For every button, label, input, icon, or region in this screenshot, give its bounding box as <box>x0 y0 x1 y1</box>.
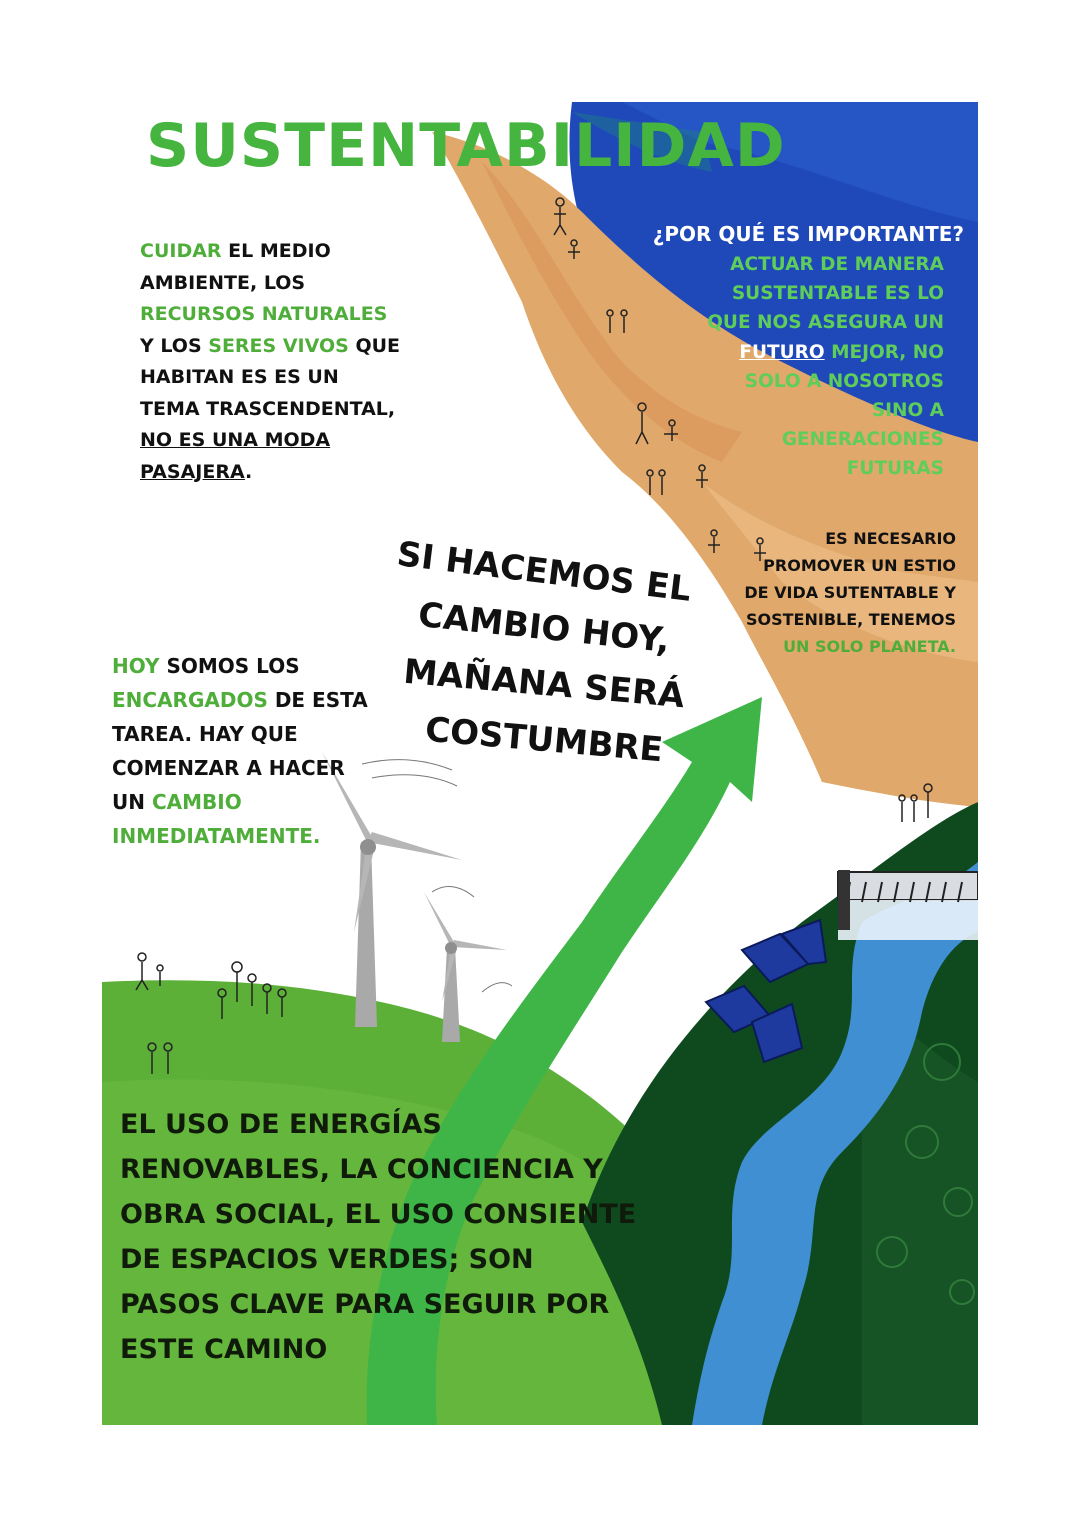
intro-highlight-cuidar: CUIDAR <box>140 240 222 262</box>
why-body-futuro: FUTURO <box>739 341 825 363</box>
call-to-action-text <box>112 649 372 853</box>
cta-text-part: SOMOS LOS <box>159 654 300 678</box>
slogan-line-3: MAÑANA SERÁ <box>401 651 687 717</box>
slogan-line-1: SI HACEMOS EL <box>394 534 694 610</box>
poster <box>102 102 978 1425</box>
promo-text <box>736 525 956 660</box>
why-body-part: ACTUAR DE MANERA SUSTENTABLE ES LO QUE NOS ASEGURA UN <box>707 254 944 334</box>
wind-lines <box>362 760 512 992</box>
intro-underlined: NO ES UNA MODA PASAJERA <box>140 429 331 483</box>
intro-text-part: QUE HABITAN ES ES UN TEMA TRASCENDENTAL, <box>140 334 401 420</box>
why-body <box>704 250 944 484</box>
intro-highlight-seres: SERES VIVOS <box>208 334 349 357</box>
cta-highlight-cambio: CAMBIO INMEDIATAMENTE. <box>112 790 321 848</box>
why-body-part: MEJOR, NO SOLO A NOSOTROS SINO A GENERACIONES FUTURAS <box>744 341 944 480</box>
intro-text-part: EL MEDIO AMBIENTE, LOS <box>140 240 331 294</box>
dam-icon <box>838 870 978 940</box>
intro-text-end: . <box>245 460 253 483</box>
bottom-statement: EL USO DE ENERGÍAS RENOVABLES, LA CONCIENCIA Y OBRA SOCIAL, EL USO CONSIENTE DE ESPACIOS VERDES; SON PASOS CLAVE PARA SEGUIR POR ESTE CAMINO <box>120 1109 637 1365</box>
slogan <box>374 534 714 771</box>
slogan-line-2: CAMBIO HOY, <box>416 594 672 662</box>
cta-text-part: DE ESTA TAREA. HAY QUE COMENZAR A HACER UN <box>112 688 368 814</box>
intro-text-part: Y LOS <box>140 334 209 357</box>
slogan-line-4: COSTUMBRE <box>423 709 665 771</box>
intro-highlight-recursos: RECURSOS NATURALES <box>140 303 388 325</box>
promo-text-part: ES NECESARIO PROMOVER UN ESTIO DE VIDA SUTENTABLE Y SOSTENIBLE, TENEMOS <box>744 529 956 629</box>
why-heading: ¿POR QUÉ ES IMPORTANTE? <box>652 222 964 246</box>
cta-highlight-encargados: ENCARGADOS <box>112 688 268 712</box>
promo-highlight: UN SOLO PLANETA. <box>783 637 956 656</box>
intro-text <box>140 236 400 488</box>
cta-highlight-hoy: HOY <box>112 654 160 678</box>
page-title: SUSTENTABILIDAD <box>146 111 786 181</box>
